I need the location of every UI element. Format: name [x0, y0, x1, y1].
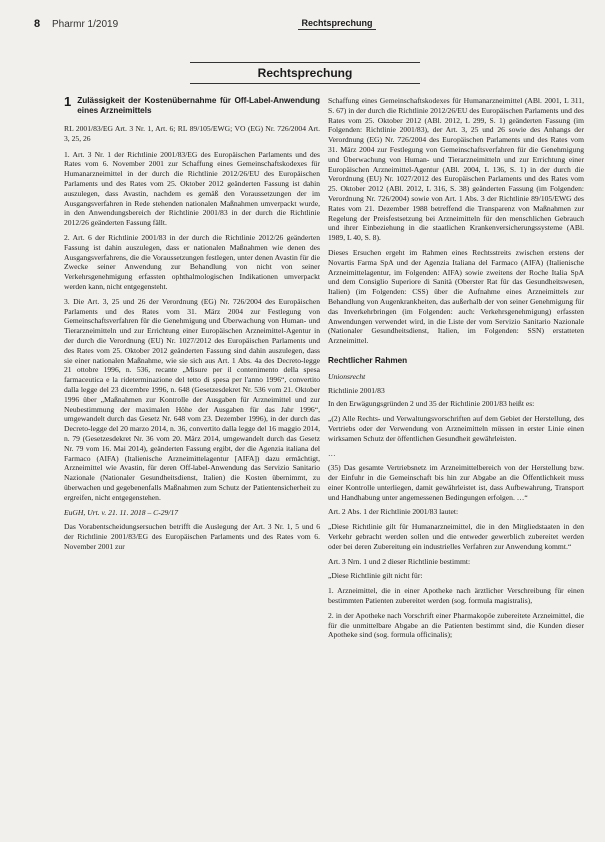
recital-35-quote: (35) Das gesamte Vertriebsnetz im Arzneimittelbereich von der Herstellung bzw. der Einfuhr in die Gemeinschaft bis hin zur Abgabe an die Öffentlichkeit muss einer Kontrolle unterliegen, damit gewährleistet ist, dass Aufbewahrung, Transport und Handhabung unter angemessenen Bedingungen erfolgen. …“ [328, 463, 584, 502]
art3-item-2: 2. in der Apotheke nach Vorschrift einer Pharmakopöe zubereitete Arzneimittel, die für die unmittelbare Abgabe an die Patienten bestimmt sind, die Kunden dieser Apotheke sind (sog. formula officinalis); [328, 610, 584, 640]
left-column [64, 96, 320, 557]
body-paragraph: Das Vorabentscheidungsersuchen betrifft die Auslegung der Art. 3 Nr. 1, 5 und 6 der Richtlinie 2001/83/EG des Europäischen Parlaments und des Rates vom 6. November 2001 zur [64, 522, 320, 551]
case-heading [64, 96, 320, 116]
journal-name: Pharmr 1/2019 [52, 19, 119, 30]
headnote-1: 1. Art. 3 Nr. 1 der Richtlinie 2001/83/EG des Europäischen Parlaments und des Rates vom 6. November 2001 zur Schaffung eines Gemeinschaftskodexes für Humanarzneimittel in der durch die Richtlinie 2012/26/EU des Europäischen Parlaments und des Rates vom 25. Oktober 2012 geänderten Fassung ist dahin auszulegen, dass Avastin, nachdem es gemäß den Voraussetzungen der im Ausgangsverfahren in Rede stehenden nationalen Maßnahmen umverpackt wurde, in den Anwendungsbereich der Richtlinie 2001/83 in der durch die Richtlinie 2012/26 geänderten Fassung fällt. [64, 149, 320, 228]
art3-lead: „Diese Richtlinie gilt nicht für: [328, 571, 423, 581]
union-law-heading: Unionsrecht [328, 371, 366, 381]
directive-heading: Richtlinie 2001/83 [328, 385, 385, 395]
ellipsis: … [328, 448, 336, 458]
section-tab: Rechtsprechung [298, 18, 376, 30]
frame-heading: Rechtlicher Rahmen [328, 355, 408, 365]
page-number: 8 [34, 18, 41, 30]
art3-intro: Art. 3 Nrn. 1 und 2 dieser Richtlinie bestimmt: [328, 556, 471, 566]
right-column [328, 96, 584, 645]
headnote-2: 2. Art. 6 der Richtlinie 2001/83 in der durch die Richtlinie 2012/26 geänderten Fassung ist dahin auszulegen, dass er nationalen Maßnahmen wie denen des Ausgangsverfahrens, die die Voraussetzungen festlegen, unter denen Avastin für die Zwecke seiner Anwendung zur Behandlung von nicht von seiner Verkehrsgenehmigung erfassten ophthalmologischen Indikationen umverpackt werden kann, nicht entgegensteht. [64, 232, 320, 291]
section-title: Rechtsprechung [190, 62, 420, 84]
body-paragraph-2: Dieses Ersuchen ergeht im Rahmen eines Rechtsstreits zwischen erstens der Novartis Farma SpA und der Agenzia Italiana del Farmaco (AIFA) (Italienische Arzneimittelagentur, im Folgenden: AIFA) sowie zweitens der Roche Italia SpA und dem Consiglio Superiore di Sanità (Oberster Rat für das Gesundheitswesen, Italien) (im Folgenden: CSS) über die Aufnahme eines Arzneimittels zur Behandlung von Augenkrankheiten, das außerhalb der von seiner Genehmigung für das Inverkehrbringen (im Folgenden: auch: Verkehrsgenehmigung) erfassten Anwendungen verwendet wird, in die Liste der vom Servizio Sanitario Nazionale (Nationaler Gesundheitsdienst, Italien, im Folgenden: SSN) erstatteten Arzneimittel. [328, 247, 584, 346]
recital-2-quote: „(2) Alle Rechts- und Verwaltungsvorschriften auf dem Gebiet der Herstellung, des Vertriebs oder der Verwendung von Arzneimitteln müssen in erster Linie einen wirksamen Schutz der öffentlichen Gesundheit gewährleisten. [328, 414, 584, 443]
art2-intro: Art. 2 Abs. 1 der Richtlinie 2001/83 lautet: [328, 507, 459, 517]
body-paragraph-1: Schaffung eines Gemeinschaftskodexes für Humanarzneimittel (ABl. 2001, L 311, S. 67) in der durch die Richtlinie 2012/26/EU des Europäischen Parlaments und des Rates vom 25. Oktober 2012 (ABl. 2012, L 299, S. 1) geänderten Fassung (im Folgenden: Richtlinie 2001/83), der Art. 3, 25 und 26 sowie des Anhangs der Verordnung (EG) Nr. 726/2004 des Europäischen Parlaments und des Rates vom 31. März 2004 zur Festlegung von Gemeinschaftsverfahren für die Genehmigung und Überwachung von Human- und Tierarzneimitteln und zur Errichtung einer Europäischen Arzneimittel-Agentur (ABl. 2004, L 136, S. 1) in der durch die Verordnung (EU) Nr. 1027/2012 des Europäischen Parlaments und des Rates vom 25. Oktober 2012 (ABl. 2012, L 316, S. 38) geänderten Fassung (im Folgenden: Verordnung Nr. 726/2004) sowie von Art. 1 Abs. 3 der Richtlinie 89/105/EWG des Rates vom 21. Dezember 1988 betreffend die Transparenz von Maßnahmen zur Regelung der Preisfestsetzung bei Arzneimitteln für den menschlichen Gebrauch und ihrer Einbeziehung in die staatlichen Krankenversicherungssysteme (ABl. 1989, L 40, S. 8). [328, 96, 584, 243]
headnote-3: 3. Die Art. 3, 25 und 26 der Verordnung (EG) Nr. 726/2004 des Europäischen Parlaments und des Rates vom 31. März 2004 zur Festlegung von Gemeinschaftsverfahren für die Genehmigung und Überwachung von Human- und Tierarzneimitteln und zur Errichtung einer Europäischen Arzneimittel-Agentur in der durch die Verordnung (EU) Nr. 1027/2012 des Europäischen Parlaments und des Rates vom 25. Oktober 2012 geänderten Fassung sind dahin auszulegen, dass sie einer nationalen Maßnahme, wie sie sich aus Art. 1 Abs. 4a des Decreto-legge 21 ottobre 1996, n. 536, recante „Misure per il contenimento della spesa farmaceutica e la rideterminazione del tetto di spesa per l'anno 1996“, convertito dalla legge del 23 dicembre 1996, n. 648 (Gesetzesdekret Nr. 536 vom 21. Oktober 1996 über „Maßnahmen zur Kontrolle der Ausgaben für Arzneimittel und zur Neubestimmung der maximalen Höhe der Ausgaben für das Jahr 1996“, umgewandelt durch das Gesetz Nr. 648 vom 23. Dezember 1996), in der durch das Decreto-legge del 20 marzo 2014, n. 36, convertito dalla legge del 16 maggio 2014, n. 79 (Gesetzesdekret Nr. 36 vom 20. März 2014, umgewandelt durch das Gesetz Nr. 79 vom 16. Mai 2014), geänderten Fassung ergibt, der die Agenzia italiana del Farmaco (AIFA) (Italienische Arzneimittelagentur [AIFA]) dazu ermächtigt, Arzneimittel wie Avastin, für deren Off-label-Anwendung das Servizio Sanitario Nazionale (Nationaler Gesundheitsdienst, Italien) die Kosten übernimmt, zu überwachen und gegebenenfalls Maßnahmen zum Schutz der Patientensicherheit zu ergreifen, nicht entgegenstehen. [64, 296, 320, 502]
art3-item-1: 1. Arzneimittel, die in einer Apotheke nach ärztlicher Verschreibung für einen bestimmten Patienten zubereitet werden (sog. formula magistralis), [328, 586, 584, 606]
case-title: Zulässigkeit der Kostenübernahme für Off-Label-Anwendung eines Arzneimittels [77, 96, 320, 115]
case-number: 1 [64, 94, 72, 109]
recitals-intro: In den Erwägungsgründen 2 und 35 der Richtlinie 2001/83 heißt es: [328, 399, 535, 409]
page-header [28, 14, 577, 40]
art2-quote: „Diese Richtlinie gilt für Humanarzneimittel, die in den Mitgliedstaaten in den Verkehr gebracht werden sollen und die entweder gewerblich zubereitet werden oder bei deren Zubereitung ein industrielles Verfahren zur Anwendung kommt.“ [328, 522, 584, 551]
court-citation: EuGH, Urt. v. 21. 11. 2018 – C-29/17 [64, 508, 179, 518]
norm-citations: RL 2001/83/EG Art. 3 Nr. 1, Art. 6; RL 89/105/EWG; VO (EG) Nr. 726/2004 Art. 3, 25, 26 [64, 124, 320, 143]
